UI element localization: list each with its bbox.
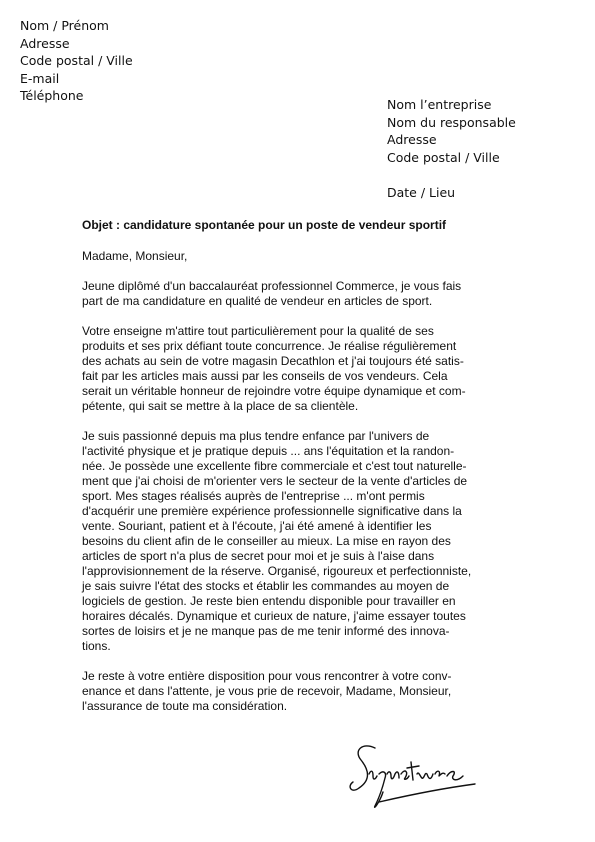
- paragraph-line: Votre enseigne m'attire tout particulièrement pour la qualité de ses: [82, 324, 434, 338]
- body-paragraph: [82, 669, 522, 714]
- paragraph-line: enance et dans l'attente, je vous prie de recevoir, Madame, Monsieur,: [82, 684, 452, 698]
- paragraph-line: logiciels de gestion. Je reste bien entendu disponible pour travailler en: [82, 594, 456, 608]
- date-place: Date / Lieu: [387, 185, 456, 200]
- paragraph-line: articles de sport n'a plus de secret pour moi et je suis à l'aise dans: [82, 549, 435, 563]
- paragraph-line: produits et ses prix défiant toute concurrence. Je réalise régulièrement: [82, 339, 457, 353]
- paragraphs-container: [82, 279, 522, 714]
- paragraph-line: fait par les articles mais aussi par les conseils de vos vendeurs. Cela: [82, 369, 448, 383]
- body-paragraph: [82, 429, 522, 654]
- greeting: Madame, Monsieur,: [82, 249, 188, 263]
- body-paragraph: [82, 279, 522, 309]
- paragraph-line: l'approvisionnement de la réserve. Organisé, rigoureux et perfectionniste,: [82, 564, 472, 578]
- paragraph-line: part de ma candidature en qualité de vendeur en articles de sport.: [82, 294, 433, 308]
- paragraph-line: Jeune diplômé d'un baccalauréat professionnel Commerce, je vous fais: [82, 279, 462, 293]
- paragraph-line: Je suis passionné depuis ma plus tendre enfance par l'univers de: [82, 429, 430, 443]
- handwritten-signature: [345, 740, 495, 820]
- paragraph-line: des achats au sein de votre magasin Decathlon et j'ai toujours été satis-: [82, 354, 464, 368]
- paragraph-line: sortes de loisirs et je ne manque pas de me tenir informé des innova-: [82, 624, 450, 638]
- paragraph-line: sport. Mes stages réalisés auprès de l'entreprise ... m'ont permis: [82, 489, 425, 503]
- paragraph-line: Je reste à votre entière disposition pour vous rencontrer à votre conv-: [82, 669, 452, 683]
- paragraph-line: besoins du client afin de le conseiller au mieux. La mise en rayon des: [82, 534, 451, 548]
- recipient-block: [387, 96, 516, 166]
- body-paragraph: [82, 324, 522, 414]
- paragraph-line: tions.: [82, 639, 111, 653]
- recipient-address: Adresse: [387, 132, 437, 147]
- letter-subject: Objet : candidature spontanée pour un poste de vendeur sportif: [82, 218, 447, 232]
- sender-phone: Téléphone: [20, 88, 84, 104]
- sender-name: Nom / Prénom: [20, 18, 109, 33]
- paragraph-line: née. Je possède une excellente fibre commerciale et c'est tout naturelle-: [82, 459, 467, 473]
- paragraph-line: l'activité physique et je pratique depuis ... ans l'équitation et la randon-: [82, 444, 455, 458]
- letter-body: [82, 249, 522, 729]
- signature-text: Signature: [345, 818, 350, 819]
- sender-address: Adresse: [20, 35, 70, 51]
- paragraph-line: je sais suivre l'état des stocks et établir les commandes au moyen de: [82, 579, 450, 593]
- sender-block: [20, 17, 133, 105]
- sender-postal: Code postal / Ville: [20, 53, 133, 69]
- recipient-company: Nom l’entreprise: [387, 97, 492, 112]
- paragraph-line: d'acquérir une première expérience professionnelle significative dans la: [82, 504, 462, 518]
- paragraph-line: pétente, qui sait se mettre à la place de sa clientèle.: [82, 399, 359, 413]
- paragraph-line: ment que j'ai choisi de m'orienter vers le secteur de la vente d'articles de: [82, 474, 468, 488]
- paragraph-line: horaires décalés. Dynamique et curieux de nature, j'aime essayer toutes: [82, 609, 466, 623]
- recipient-postal: Code postal / Ville: [387, 149, 500, 165]
- sender-email: E-mail: [20, 70, 60, 86]
- paragraph-line: serait un véritable honneur de rejoindre votre équipe dynamique et com-: [82, 384, 466, 398]
- paragraph-line: l'assurance de toute ma considération.: [82, 699, 288, 713]
- recipient-manager: Nom du responsable: [387, 114, 516, 130]
- paragraph-line: vente. Souriant, patient et à l'écoute, j'ai été amené à identifier les: [82, 519, 432, 533]
